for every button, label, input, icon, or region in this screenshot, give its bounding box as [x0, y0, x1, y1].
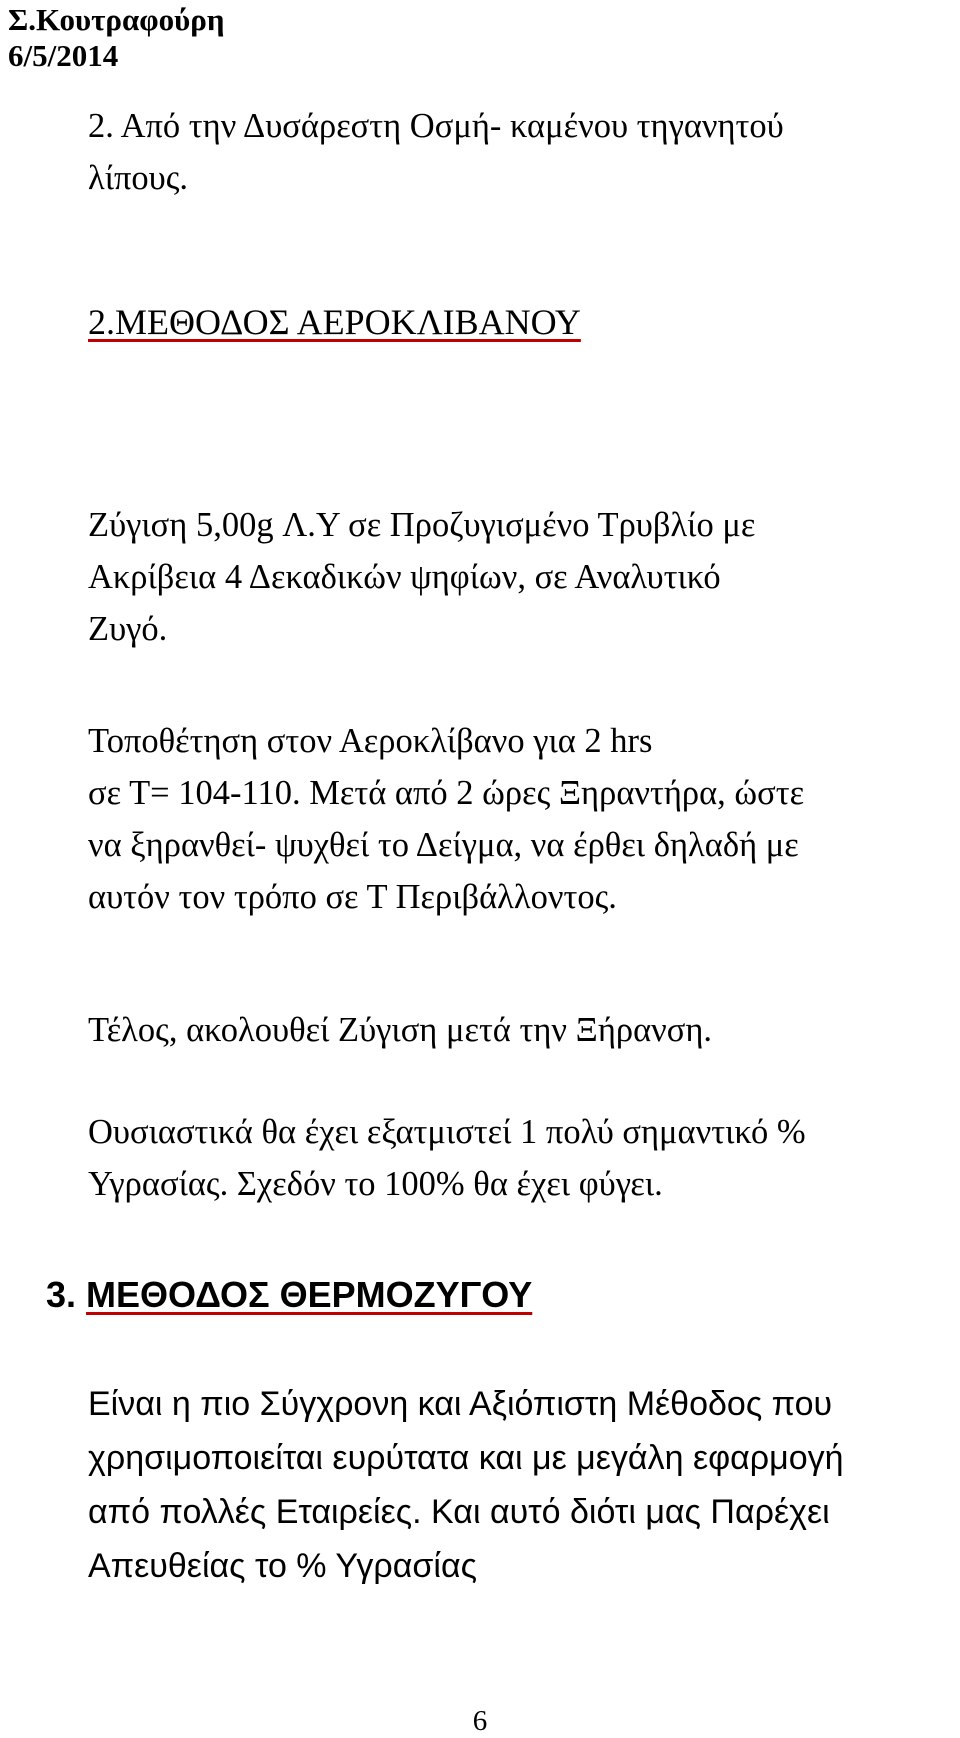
paragraph-thermobalance [88, 1377, 960, 1593]
paragraph-weighing [88, 499, 960, 655]
text-line: 2. Από την Δυσάρεστη Οσμή- καμένου τηγανητού [88, 107, 784, 145]
heading-text: 2.ΜΕΘΟΔΟΣ ΑΕΡΟΚΛΙΒΑΝΟΥ [88, 302, 581, 342]
text-line: λίπους. [88, 159, 189, 197]
text-line: να ξηρανθεί- ψυχθεί το Δείγμα, να έρθει δηλαδή με [88, 826, 799, 864]
text-line: Ζυγό. [88, 610, 168, 648]
text-line: Τέλος, ακολουθεί Ζύγιση μετά την Ξήρανση. [88, 1011, 713, 1049]
page-number: 6 [472, 1705, 488, 1737]
text-line: Ουσιαστικά θα έχει εξατμιστεί 1 πολύ σημαντικό % [88, 1113, 806, 1151]
section-heading-oven-method [88, 300, 581, 344]
author-name: Σ.Κουτραφούρη [8, 2, 225, 37]
text-line: από πολλές Εταιρείες. Και αυτό διότι μας Παρέχει [88, 1493, 830, 1531]
heading-number: 3. [46, 1274, 87, 1315]
paragraph-moisture [88, 1106, 960, 1210]
text-line: Υγρασίας. Σχεδόν το 100% θα έχει φύγει. [88, 1165, 663, 1203]
paragraph-odor [88, 100, 960, 204]
paragraph-drying [88, 715, 960, 923]
heading-text: ΜΕΘΟΔΟΣ ΘΕΡΜΟΖΥΓΟΥ [86, 1274, 533, 1315]
text-line: Ακρίβεια 4 Δεκαδικών ψηφίων, σε Αναλυτικό [88, 558, 721, 596]
text-line: Είναι η πιο Σύγχρονη και Αξιόπιστη Μέθοδος που [88, 1385, 833, 1423]
document-date: 6/5/2014 [8, 38, 119, 73]
text-line: Τοποθέτηση στον Αεροκλίβανο για 2 hrs [88, 722, 653, 760]
text-line: Απευθείας το % Υγρασίας [88, 1547, 477, 1585]
paragraph-final-weighing [88, 1004, 960, 1056]
section-heading-thermobalance-method [46, 1273, 532, 1317]
text-line: αυτόν τον τρόπο σε Τ Περιβάλλοντος. [88, 878, 617, 916]
text-line: χρησιμοποιείται ευρύτατα και με μεγάλη εφαρμογή [88, 1439, 844, 1477]
text-line: Ζύγιση 5,00g Λ.Υ σε Προζυγισμένο Τρυβλίο με [88, 506, 756, 544]
text-line: σε Τ= 104-110. Μετά από 2 ώρες Ξηραντήρα, ώστε [88, 774, 805, 812]
